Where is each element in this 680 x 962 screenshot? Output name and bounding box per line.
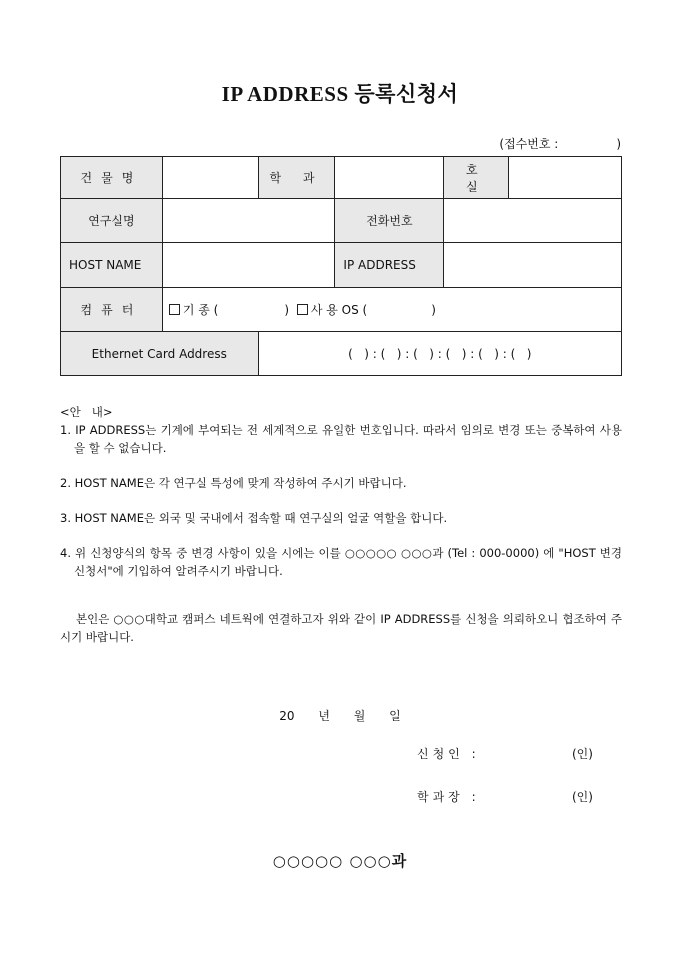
table-row bbox=[61, 199, 622, 243]
date-month-unit: 월 bbox=[353, 709, 366, 723]
room-field[interactable] bbox=[509, 157, 622, 199]
model-close: ) bbox=[284, 303, 290, 317]
ethernet-field[interactable]: ( ) : ( ) : ( ) : ( ) : ( ) : ( ) bbox=[258, 332, 621, 376]
guide-item: 3. HOST NAME은 외국 및 국내에서 접속할 때 연구실의 얼굴 역할을 합니다. bbox=[60, 511, 448, 525]
guide-item: 2. HOST NAME은 각 연구실 특성에 맞게 작성하여 주시기 바랍니다. bbox=[60, 476, 407, 490]
date-day-unit: 일 bbox=[389, 709, 401, 723]
model-checkbox[interactable] bbox=[169, 304, 180, 315]
computer-label: 컴퓨터 bbox=[61, 288, 163, 332]
request-paragraph: 본인은 ○○○대학교 캠퍼스 네트웍에 연결하고자 위와 같이 IP ADDRESS를 신청을 의뢰하오니 협조하여 주시기 바랍니다. bbox=[60, 612, 622, 644]
dept-head-label: 학과장 : bbox=[417, 790, 480, 804]
os-label: 사 용 OS ( bbox=[310, 303, 368, 317]
application-date bbox=[0, 707, 680, 724]
guide-heading: <안 내> bbox=[60, 405, 113, 419]
model-label: 기 종 ( bbox=[182, 303, 219, 317]
receipt-number-label: (접수번호 : bbox=[499, 137, 559, 151]
department-field[interactable] bbox=[335, 157, 444, 199]
table-row bbox=[61, 157, 622, 199]
registration-form-table bbox=[60, 156, 622, 376]
host-name-label: HOST NAME bbox=[61, 243, 163, 288]
dept-head-seal[interactable]: (인) bbox=[572, 790, 593, 804]
room-label: 호 실 bbox=[444, 157, 509, 199]
date-year: 20 bbox=[279, 709, 295, 723]
ip-address-label: IP ADDRESS bbox=[335, 243, 444, 288]
guide-item: 1. IP ADDRESS는 기계에 부여되는 전 세계적으로 유일한 번호입니다. 따라서 임의로 변경 또는 중복하여 사용을 할 수 없습니다. bbox=[60, 423, 622, 455]
lab-name-label: 연구실명 bbox=[61, 199, 163, 243]
applicant-label: 신청인 : bbox=[417, 747, 480, 761]
receipt-number bbox=[499, 135, 621, 152]
applicant-seal[interactable]: (인) bbox=[572, 747, 593, 761]
department-label: 학 과 bbox=[258, 157, 335, 199]
computer-field bbox=[162, 288, 621, 332]
applicant-signature bbox=[417, 745, 593, 762]
guide-section bbox=[60, 403, 622, 646]
ip-address-field[interactable] bbox=[444, 243, 622, 288]
document-title: IP ADDRESS 등록신청서 bbox=[221, 82, 459, 106]
ethernet-label: Ethernet Card Address bbox=[61, 332, 259, 376]
table-row bbox=[61, 332, 622, 376]
lab-name-field[interactable] bbox=[162, 199, 335, 243]
table-row bbox=[61, 288, 622, 332]
issuing-department: ○○○○○ ○○○과 bbox=[272, 852, 408, 870]
dept-head-signature bbox=[417, 788, 593, 805]
os-close: ) bbox=[431, 303, 436, 317]
os-checkbox[interactable] bbox=[297, 304, 308, 315]
building-field[interactable] bbox=[162, 157, 258, 199]
phone-field[interactable] bbox=[444, 199, 622, 243]
phone-label: 전화번호 bbox=[335, 199, 444, 243]
guide-item: 4. 위 신청양식의 항목 중 변경 사항이 있을 시에는 이를 ○○○○○ ○○○과 (Tel : 000-0000) 에 "HOST 변경신청서"에 기입하여 알려주시기 바랍니다. bbox=[60, 546, 622, 578]
host-name-field[interactable] bbox=[162, 243, 335, 288]
date-year-unit: 년 bbox=[318, 709, 330, 723]
table-row bbox=[61, 243, 622, 288]
receipt-number-close: ) bbox=[616, 137, 621, 151]
building-label: 건물명 bbox=[61, 157, 163, 199]
